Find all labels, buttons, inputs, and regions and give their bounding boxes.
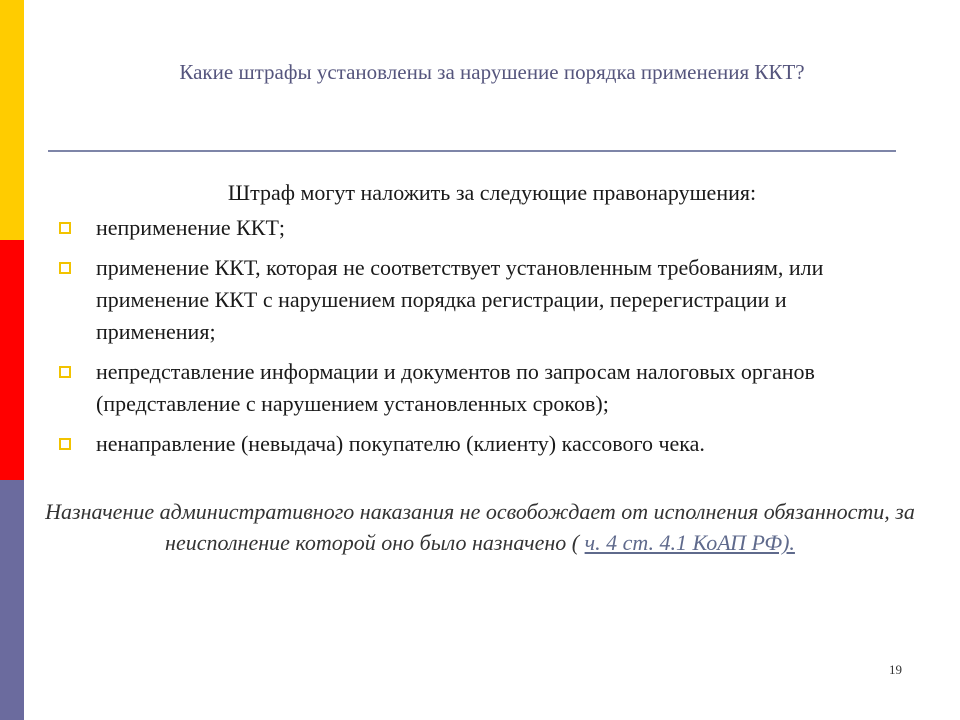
violations-list [54,212,884,468]
square-bullet-icon [59,262,71,274]
list-item-text: применение ККТ, которая не соответствует установленным требованиям, или применение ККТ с нарушением порядка регистрации, перерегистрации и применения; [96,255,824,344]
list-item [54,212,884,244]
list-item [54,428,884,460]
square-bullet-icon [59,222,71,234]
side-bar-blue [0,480,24,720]
list-item [54,252,884,348]
legal-note [40,496,920,558]
side-bar-yellow [0,0,24,240]
square-bullet-icon [59,366,71,378]
side-bar-red [0,240,24,480]
legal-note-text: Назначение административного наказания не освобождает от исполнения обязанности, за неисполнение которой оно было назначено ( [45,499,915,555]
page-number: 19 [889,662,902,677]
list-item-text: неприменение ККТ; [96,215,286,240]
intro-text: Штраф могут наложить за следующие правонарушения: [227,180,757,205]
list-item-text: ненаправление (невыдача) покупателю (клиенту) кассового чека. [96,431,705,456]
slide-title: Какие штрафы установлены за нарушение порядка применения ККТ? [179,60,805,84]
list-item-text: непредставление информации и документов по запросам налоговых органов (представление с нарушением установленных сроков); [96,359,815,416]
title-divider [48,150,896,152]
list-item [54,356,884,420]
square-bullet-icon [59,438,71,450]
koap-reference-link[interactable]: ч. 4 ст. 4.1 КоАП РФ). [584,530,795,555]
